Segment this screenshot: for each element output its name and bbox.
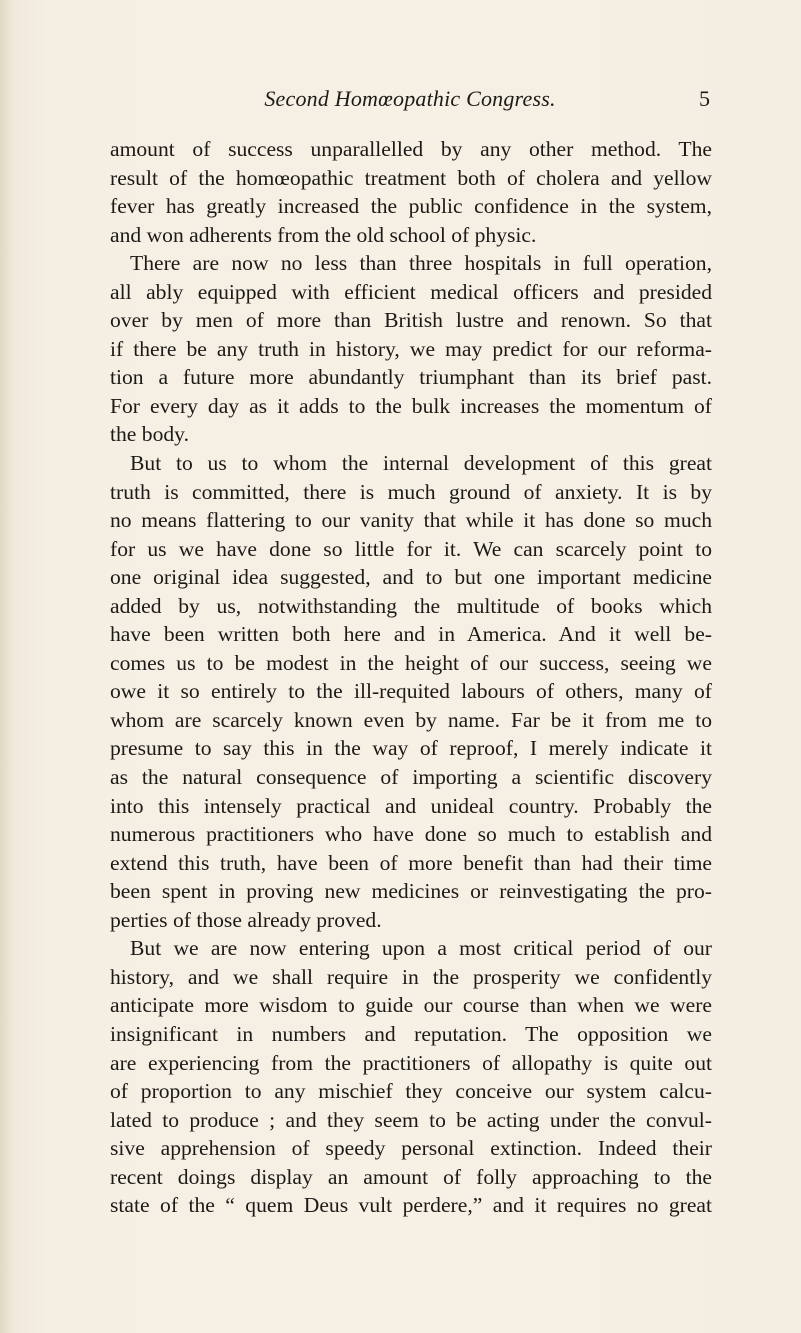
text-line: whom are scarcely known even by name. Far be it from me to (110, 707, 712, 732)
paragraph-first-line: There are now no less than three hospitals in full operation, (130, 251, 712, 276)
text-line: have been written both here and in America. And it well be- (110, 622, 712, 647)
running-head (110, 86, 710, 116)
text-line: are experiencing from the practitioners of allopathy is quite out (110, 1050, 712, 1075)
text-line: no means flattering to our vanity that while it has done so much (110, 508, 712, 533)
text-line: truth is committed, there is much ground of anxiety. It is by (110, 479, 712, 504)
text-line: result of the homœopathic treatment both of cholera and yellow (110, 165, 712, 190)
text-line: into this intensely practical and unideal country. Probably the (110, 793, 712, 818)
page-number: 5 (699, 86, 710, 111)
text-line: as the natural consequence of importing a scientific discovery (110, 765, 712, 790)
text-line: For every day as it adds to the bulk increases the momentum of (110, 393, 712, 418)
text-line: history, and we shall require in the prosperity we confidently (110, 964, 712, 989)
text-line: for us we have done so little for it. We can scarcely point to (110, 536, 712, 561)
text-line: one original idea suggested, and to but one important medicine (110, 565, 712, 590)
text-line: insignificant in numbers and reputation. The opposition we (110, 1021, 712, 1046)
text-line: anticipate more wisdom to guide our course than when we were (110, 993, 712, 1018)
text-line: owe it so entirely to the ill-requited labours of others, many of (110, 679, 712, 704)
text-line: extend this truth, have been of more benefit than had their time (110, 850, 712, 875)
text-line: the body. (110, 422, 189, 447)
text-line: of proportion to any mischief they conceive our system calcu- (110, 1079, 712, 1104)
paragraph-first-line: But to us to whom the internal development of this great (130, 451, 712, 476)
text-line: over by men of more than British lustre and renown. So that (110, 308, 712, 333)
text-line: tion a future more abundantly triumphant than its brief past. (110, 365, 712, 390)
page-edge-shadow (0, 0, 14, 1333)
text-line: comes us to be modest in the height of our success, seeing we (110, 650, 712, 675)
running-title: Second Homœopathic Congress. (264, 86, 556, 111)
text-line: presume to say this in the way of reproof, I merely indicate it (110, 736, 712, 761)
text-line: all ably equipped with efficient medical officers and presided (110, 279, 712, 304)
body-text (110, 135, 712, 1220)
text-line: added by us, notwithstanding the multitude of books which (110, 593, 712, 618)
paragraph-first-line: But we are now entering upon a most critical period of our (130, 936, 712, 961)
text-line: been spent in proving new medicines or reinvestigating the pro- (110, 879, 712, 904)
text-line: recent doings display an amount of folly approaching to the (110, 1164, 712, 1189)
text-line: perties of those already proved. (110, 907, 382, 932)
text-line: sive apprehension of speedy personal extinction. Indeed their (110, 1136, 712, 1161)
text-line: numerous practitioners who have done so much to establish and (110, 822, 712, 847)
text-line: if there be any truth in history, we may predict for our reforma- (110, 336, 712, 361)
text-line: fever has greatly increased the public confidence in the system, (110, 194, 712, 219)
text-line: state of the “ quem Deus vult perdere,” and it requires no great (110, 1193, 712, 1218)
text-line: lated to produce ; and they seem to be acting under the convul- (110, 1107, 712, 1132)
text-line: amount of success unparallelled by any other method. The (110, 137, 712, 161)
text-line: and won adherents from the old school of physic. (110, 222, 537, 247)
